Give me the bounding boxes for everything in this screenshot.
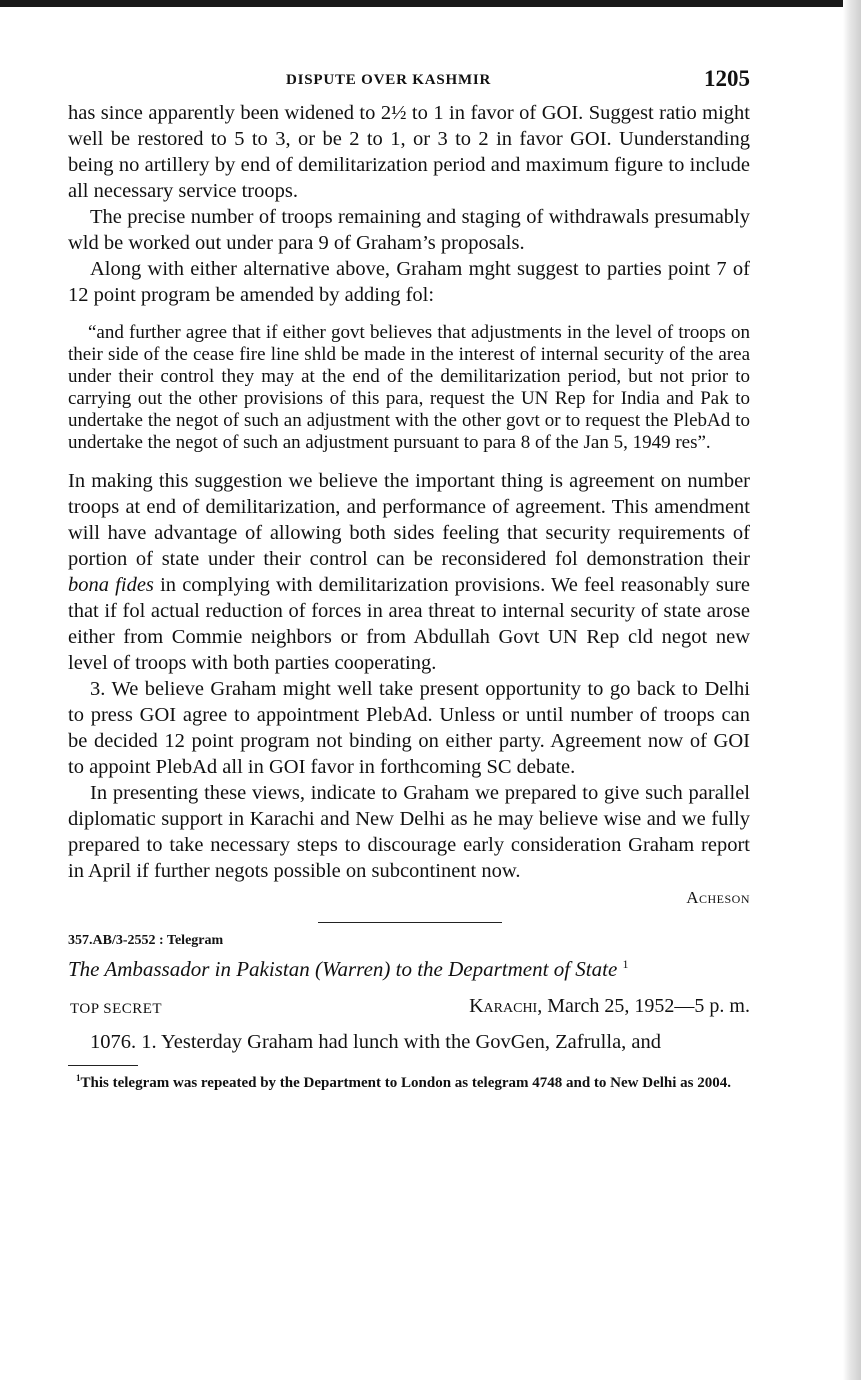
running-head — [68, 60, 750, 100]
file-number: 357.AB/3-2552 : Telegram — [68, 933, 224, 948]
date: , March 25, 1952—5 p. m. — [537, 995, 750, 1017]
place: Karachi — [469, 995, 538, 1017]
paragraph-closing: In presenting these views, indicate to Graham we prepared to give such parallel diplomatic support in Karachi and New Delhi as he may believe wise and we fully prepared to take necessary steps to discourage early consideration Graham report in April if further negots possible on subcontinent now. — [68, 782, 750, 882]
footnote-marker: 1 — [76, 1073, 81, 1083]
paragraph-telegram-opening: 1076. 1. Yesterday Graham had lunch with the GovGen, Zafrulla, and — [90, 1031, 662, 1053]
document-page — [68, 60, 750, 1091]
document-title — [68, 957, 750, 991]
paragraph-ratio: has since apparently been widened to 2½ to 1 in favor of GOI. Suggest ratio might well be restored to 5 to 3, or be 2 to 1, or 3 to 2 in favor GOI. Uunderstanding being no artillery by end of demilitarization period and maximum figure to include all necessary service troops. — [68, 102, 750, 202]
bona-fides-italic: bona fides — [68, 574, 154, 596]
page-number: 1205 — [704, 66, 750, 91]
page-top-edge — [0, 0, 861, 7]
paragraph-suggestion-part-1: In making this suggestion we believe the important thing is agreement on number troops at end of demilitarization, and performance of agreement. This amendment will have advantage of allowing both sides feeling that security requirements of portion of state under their control can be reconsidered fol demonstration their — [68, 470, 750, 570]
paragraph-staging: The precise number of troops remaining and staging of withdrawals presumably wld be worked out under para 9 of Graham’s proposals. — [68, 206, 750, 254]
footnote-text: This telegram was repeated by the Department to London as telegram 4748 and to New Delhi as 2004. — [80, 1075, 732, 1091]
paragraph-amendment-intro: Along with either alternative above, Graham mght suggest to parties point 7 of 12 point program be amended by adding fol: — [68, 258, 750, 306]
signature: Acheson — [686, 888, 750, 907]
footnote-rule — [68, 1065, 138, 1066]
paragraph-suggestion-part-2: in complying with demilitarization provisions. We feel reasonably sure that if fol actual reduction of forces in area threat to internal security of state arose either from Commie neighbors or from Abdullah Govt UN Rep cld negot new level of troops with both parties cooperating. — [68, 574, 750, 674]
paragraph-point-3: 3. We believe Graham might well take present opportunity to go back to Delhi to press GOI agree to appointment PlebAd. Unless or until number of troops can be decided 12 point program not binding on either party. Agreement now of GOI to appoint PlebAd all in GOI favor in forthcoming SC debate. — [68, 678, 750, 778]
place-date — [469, 995, 750, 1018]
footnote-reference: 1 — [622, 957, 629, 971]
section-divider — [318, 922, 502, 923]
dateline — [68, 995, 750, 1029]
document-title-text: The Ambassador in Pakistan (Warren) to the Department of State — [68, 957, 618, 981]
footnote — [68, 1070, 750, 1091]
paragraph-suggestion — [68, 468, 750, 676]
block-quote: “and further agree that if either govt believes that adjustments in the level of troops on their side of the cease fire line shld be made in the interest of internal security of the area under their control they may at the end of the demilitarization period, but not prior to carrying out the other provisions of this para, request the UN Rep for India and Pak to undertake the negot of such an adjustment with the other govt or to request the PlebAd to undertake the negot of such an adjustment pursuant to para 8 of the Jan 5, 1949 res”. — [68, 322, 750, 453]
classification: TOP SECRET — [70, 1001, 163, 1017]
running-title: DISPUTE OVER KASHMIR — [286, 72, 492, 88]
page-right-edge — [843, 0, 861, 1380]
